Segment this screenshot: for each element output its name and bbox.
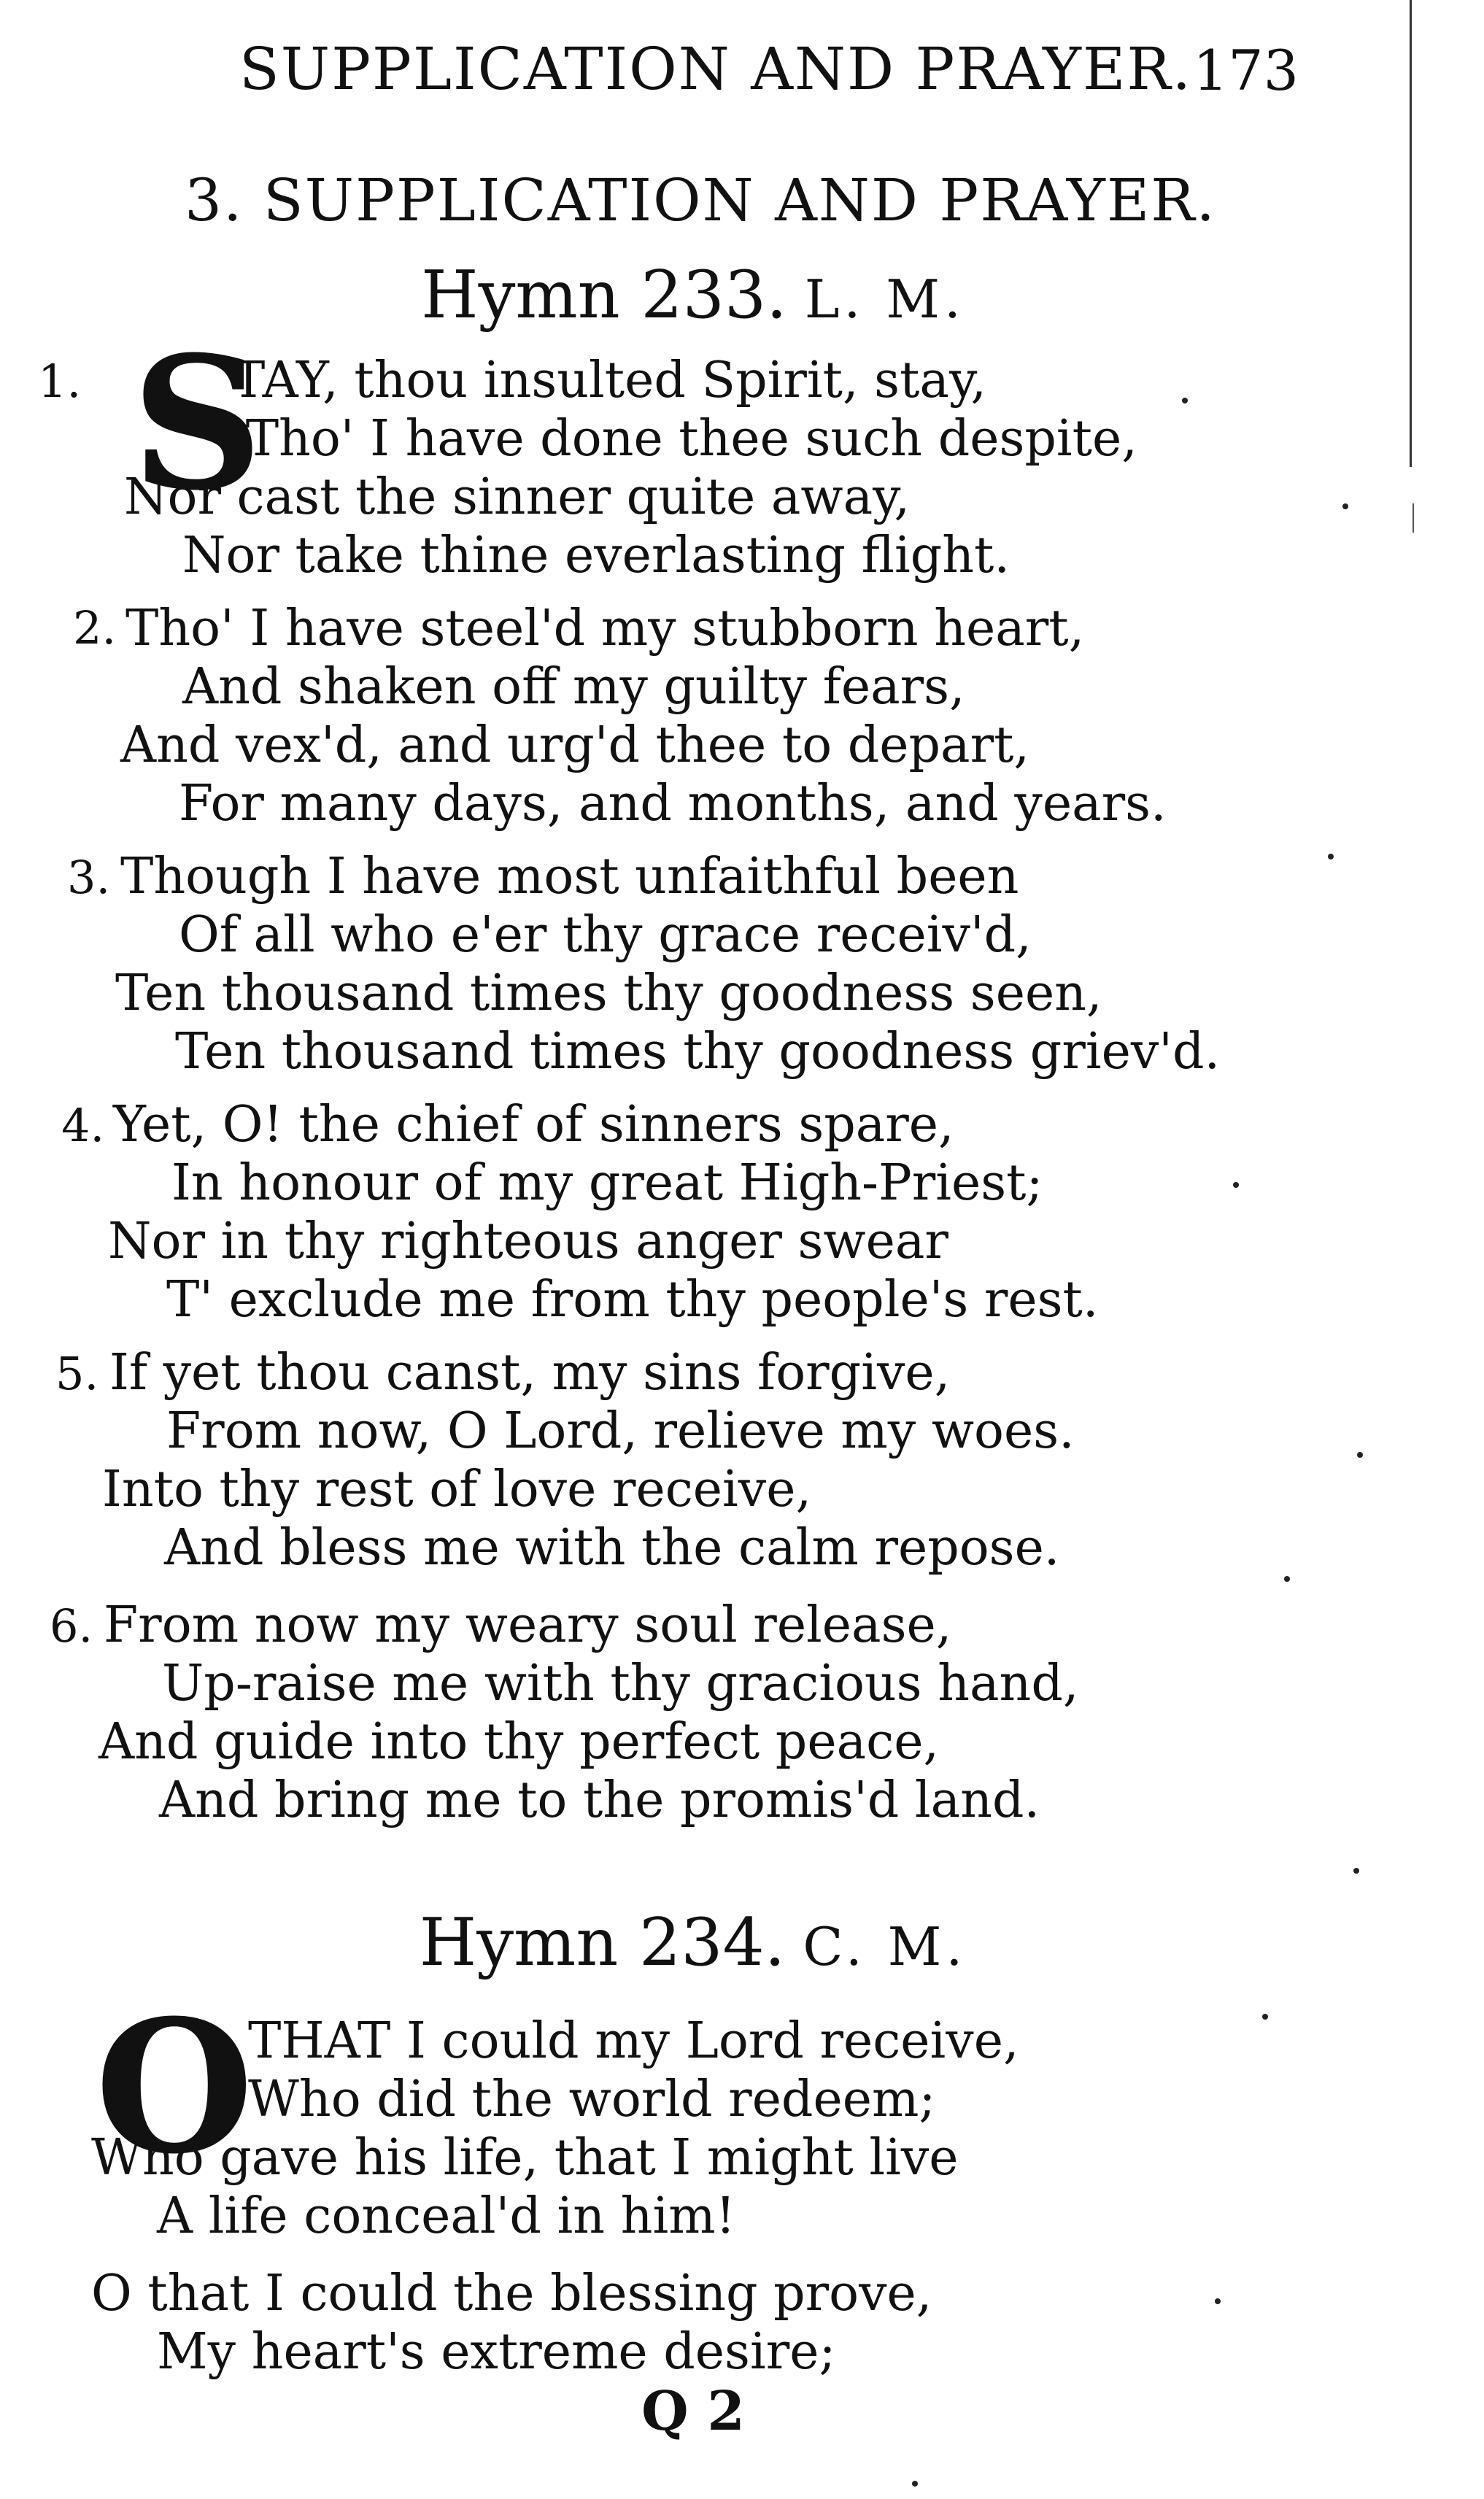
verse-line: Though I have most unfaithful been [120,848,1019,905]
verse-line: THAT I could my Lord receive, [248,2012,1019,2070]
verse-line: Ten thousand times thy goodness griev'd. [175,1023,1221,1081]
verse-line: Of all who e'er thy grace receiv'd, [179,906,1032,964]
page-edge-line [1410,0,1412,467]
stanza-number: 4. [61,1099,105,1152]
verse-line: In honour of my great High-Priest; [171,1154,1043,1212]
verse-line: Nor take thine everlasting flight. [182,527,1010,584]
verse-line: Into thy rest of love receive, [102,1461,812,1518]
scan-speck [1262,2014,1268,2020]
verse-line: For many days, and months, and years. [179,775,1167,833]
stanza-number: 1. [38,355,82,408]
verse-line: O that I could the blessing prove, [91,2265,932,2322]
stanza-number: 3. [67,851,111,904]
running-head-title: SUPPLICATION AND PRAYER. [239,35,1193,103]
scan-speck [1233,1182,1239,1188]
verse-line: And bring me to the promis'd land. [159,1772,1040,1829]
verse-line: Nor in thy righteous anger swear [108,1213,948,1270]
verse-line: Ten thousand times thy goodness seen, [115,965,1102,1022]
scan-speck [1328,854,1334,860]
scan-speck [1353,1868,1359,1874]
stanza-number: 5. [55,1347,99,1400]
verse-line: My heart's extreme desire; [157,2323,836,2381]
verse-line: Nor cast the sinner quite away, [124,468,911,526]
verse-line: Who gave his life, that I might live [91,2129,959,2187]
verse-line: Tho' I have steel'd my stubborn heart, [125,600,1085,657]
drop-cap: O [95,1979,254,2194]
scan-speck [1357,1452,1363,1458]
hymn-number: Hymn 234. [419,1904,786,1981]
page-number: 173 [1192,38,1299,103]
verse-line: Who did the world redeem; [248,2071,936,2128]
verse-line: And shaken off my guilty fears, [182,658,965,716]
verse-line: If yet thou canst, my sins forgive, [109,1344,951,1402]
verse-line: T' exclude me from thy people's rest. [166,1271,1099,1329]
verse-line: Yet, O! the chief of sinners spare, [113,1096,954,1154]
verse-line: And guide into thy perfect peace, [98,1713,940,1771]
scan-speck [1215,2298,1221,2304]
verse-line: A life conceal'd in him! [157,2187,736,2245]
running-head [233,35,1299,115]
scan-speck [912,2481,918,2487]
verse-line: 'Tho' I have done thee such despite, [232,410,1137,468]
verse-line: From now my weary soul release, [104,1596,952,1654]
hymn-meter: C. M. [803,1916,967,1977]
hymn-number: Hymn 233. [421,257,787,333]
verse-line: Up-raise me with thy gracious hand, [162,1655,1079,1712]
verse-line: And vex'd, and urg'd thee to depart, [120,717,1030,774]
signature-mark: Q 2 [641,2380,745,2443]
stanza-number: 6. [50,1599,93,1653]
page-edge-line [1412,503,1414,533]
scan-speck [1182,398,1188,403]
drop-cap: S [131,316,263,530]
verse-line: From now, O Lord, relieve my woes. [166,1402,1075,1460]
scan-speck [1284,1576,1290,1582]
verse-line: TAY, thou insulted Spirit, stay, [232,352,986,409]
stanza-number: 2. [73,601,117,654]
section-heading: 3. SUPPLICATION AND PRAYER. [185,166,1216,234]
verse-line: And bless me with the calm repose. [164,1519,1060,1577]
hymn-title [0,1904,1386,1981]
scan-speck [1342,503,1348,509]
hymn-meter: L. M. [804,269,965,330]
